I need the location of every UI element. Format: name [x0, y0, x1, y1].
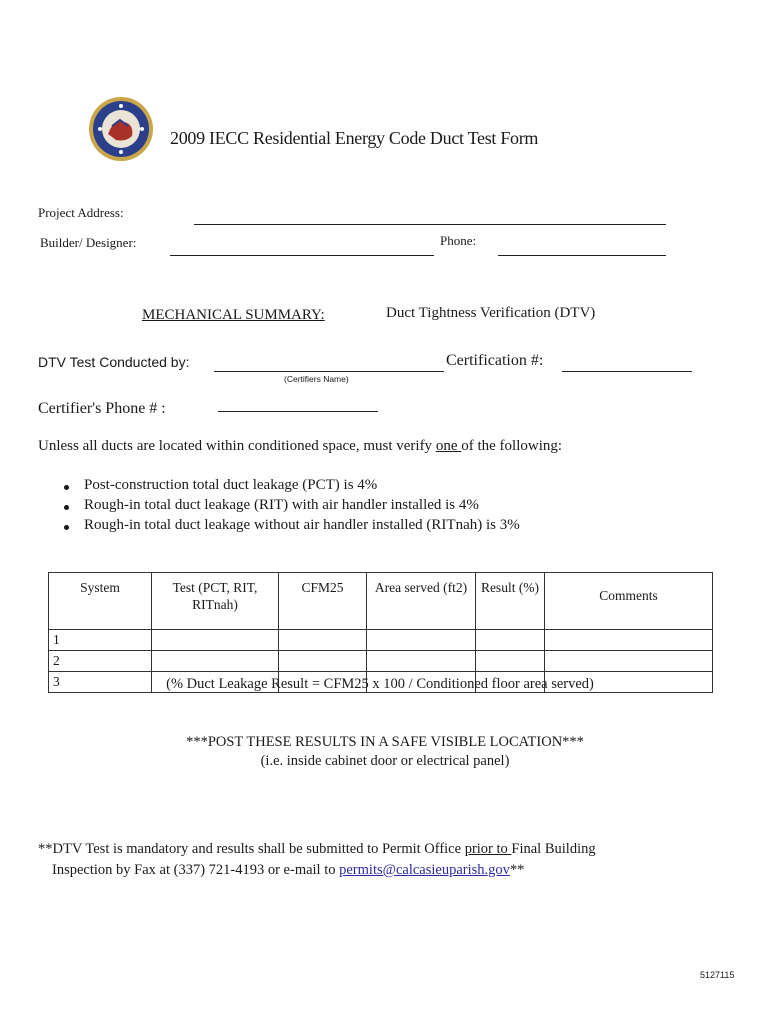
- mechanical-summary-heading: MECHANICAL SUMMARY:: [142, 307, 325, 323]
- table-row: [49, 651, 713, 672]
- criteria-item-ritnah: Rough-in total duct leakage without air handler installed (RITnah) is 3%: [84, 517, 520, 533]
- column-header-result: Result (%): [476, 573, 545, 630]
- submission-emphasis: prior to: [464, 841, 512, 857]
- page-title: 2009 IECC Residential Energy Code Duct Test Form: [170, 128, 539, 148]
- table-row: [49, 630, 713, 651]
- certifier-phone-line[interactable]: [218, 411, 378, 412]
- form-number: 5127115: [700, 970, 735, 980]
- submission-instructions: [38, 841, 596, 858]
- builder-designer-label: Builder/ Designer:: [40, 235, 137, 250]
- certification-label: Certification #:: [446, 352, 544, 369]
- certifiers-name-caption: (Certifiers Name): [284, 374, 349, 384]
- contact-text: Inspection by Fax at (337) 721-4193 or e-mail to: [52, 862, 340, 878]
- certifier-phone-label: Certifier's Phone # :: [38, 400, 166, 417]
- comments-cell[interactable]: [545, 630, 713, 651]
- result-cell[interactable]: [476, 651, 545, 672]
- dtv-test-conducted-label: DTV Test Conducted by:: [38, 354, 190, 370]
- leakage-formula: (% Duct Leakage Result = CFM25 x 100 / Conditioned floor area served): [166, 676, 594, 692]
- bullet-icon: [64, 485, 69, 490]
- column-header-area: Area served (ft2): [367, 573, 476, 630]
- bullet-icon: [64, 505, 69, 510]
- column-header-system: System: [49, 573, 152, 630]
- duct-test-results-table: [48, 572, 713, 693]
- instructions-intro: [38, 438, 562, 455]
- certification-number-line[interactable]: [562, 371, 692, 372]
- cfm25-cell[interactable]: [279, 630, 367, 651]
- system-cell: 1: [49, 630, 152, 651]
- cfm25-cell[interactable]: [279, 651, 367, 672]
- system-cell: 2: [49, 651, 152, 672]
- result-cell[interactable]: [476, 630, 545, 651]
- comments-cell[interactable]: [545, 651, 713, 672]
- project-address-label: Project Address:: [38, 205, 124, 220]
- submission-text: **DTV Test is mandatory and results shall be submitted to Permit Office: [38, 841, 465, 857]
- area-cell[interactable]: [367, 651, 476, 672]
- parish-seal-icon: [88, 96, 154, 162]
- project-address-line[interactable]: [194, 224, 666, 225]
- test-cell[interactable]: [152, 651, 279, 672]
- dtv-heading: Duct Tightness Verification (DTV): [386, 305, 596, 321]
- column-header-test: Test (PCT, RIT, RITnah): [152, 573, 279, 630]
- post-results-notice: ***POST THESE RESULTS IN A SAFE VISIBLE LOCATION***: [186, 734, 584, 750]
- criteria-item-rit: Rough-in total duct leakage (RIT) with air handler installed is 4%: [84, 497, 479, 513]
- builder-designer-line[interactable]: [170, 255, 434, 256]
- test-cell[interactable]: [152, 630, 279, 651]
- post-results-location: (i.e. inside cabinet door or electrical panel): [260, 753, 510, 769]
- column-header-comments: Comments: [545, 573, 713, 630]
- submission-contact: [52, 862, 524, 879]
- table-header-row: [49, 573, 713, 630]
- intro-emphasis: one: [435, 438, 462, 454]
- bullet-icon: [64, 525, 69, 530]
- system-cell: 3: [49, 672, 152, 693]
- column-header-cfm25: CFM25: [279, 573, 367, 630]
- permits-email-link[interactable]: permits@calcasieuparish.gov: [339, 862, 510, 878]
- phone-line[interactable]: [498, 255, 666, 256]
- submission-text-end: Final Building: [511, 841, 596, 857]
- criteria-item-pct: Post-construction total duct leakage (PCT) is 4%: [84, 477, 378, 493]
- intro-text: Unless all ducts are located within conditioned space, must verify: [38, 438, 436, 454]
- contact-text-end: **: [509, 862, 525, 878]
- dtv-certifier-name-line[interactable]: [214, 371, 444, 372]
- phone-label: Phone:: [440, 233, 477, 248]
- intro-text-end: of the following:: [461, 438, 563, 454]
- area-cell[interactable]: [367, 630, 476, 651]
